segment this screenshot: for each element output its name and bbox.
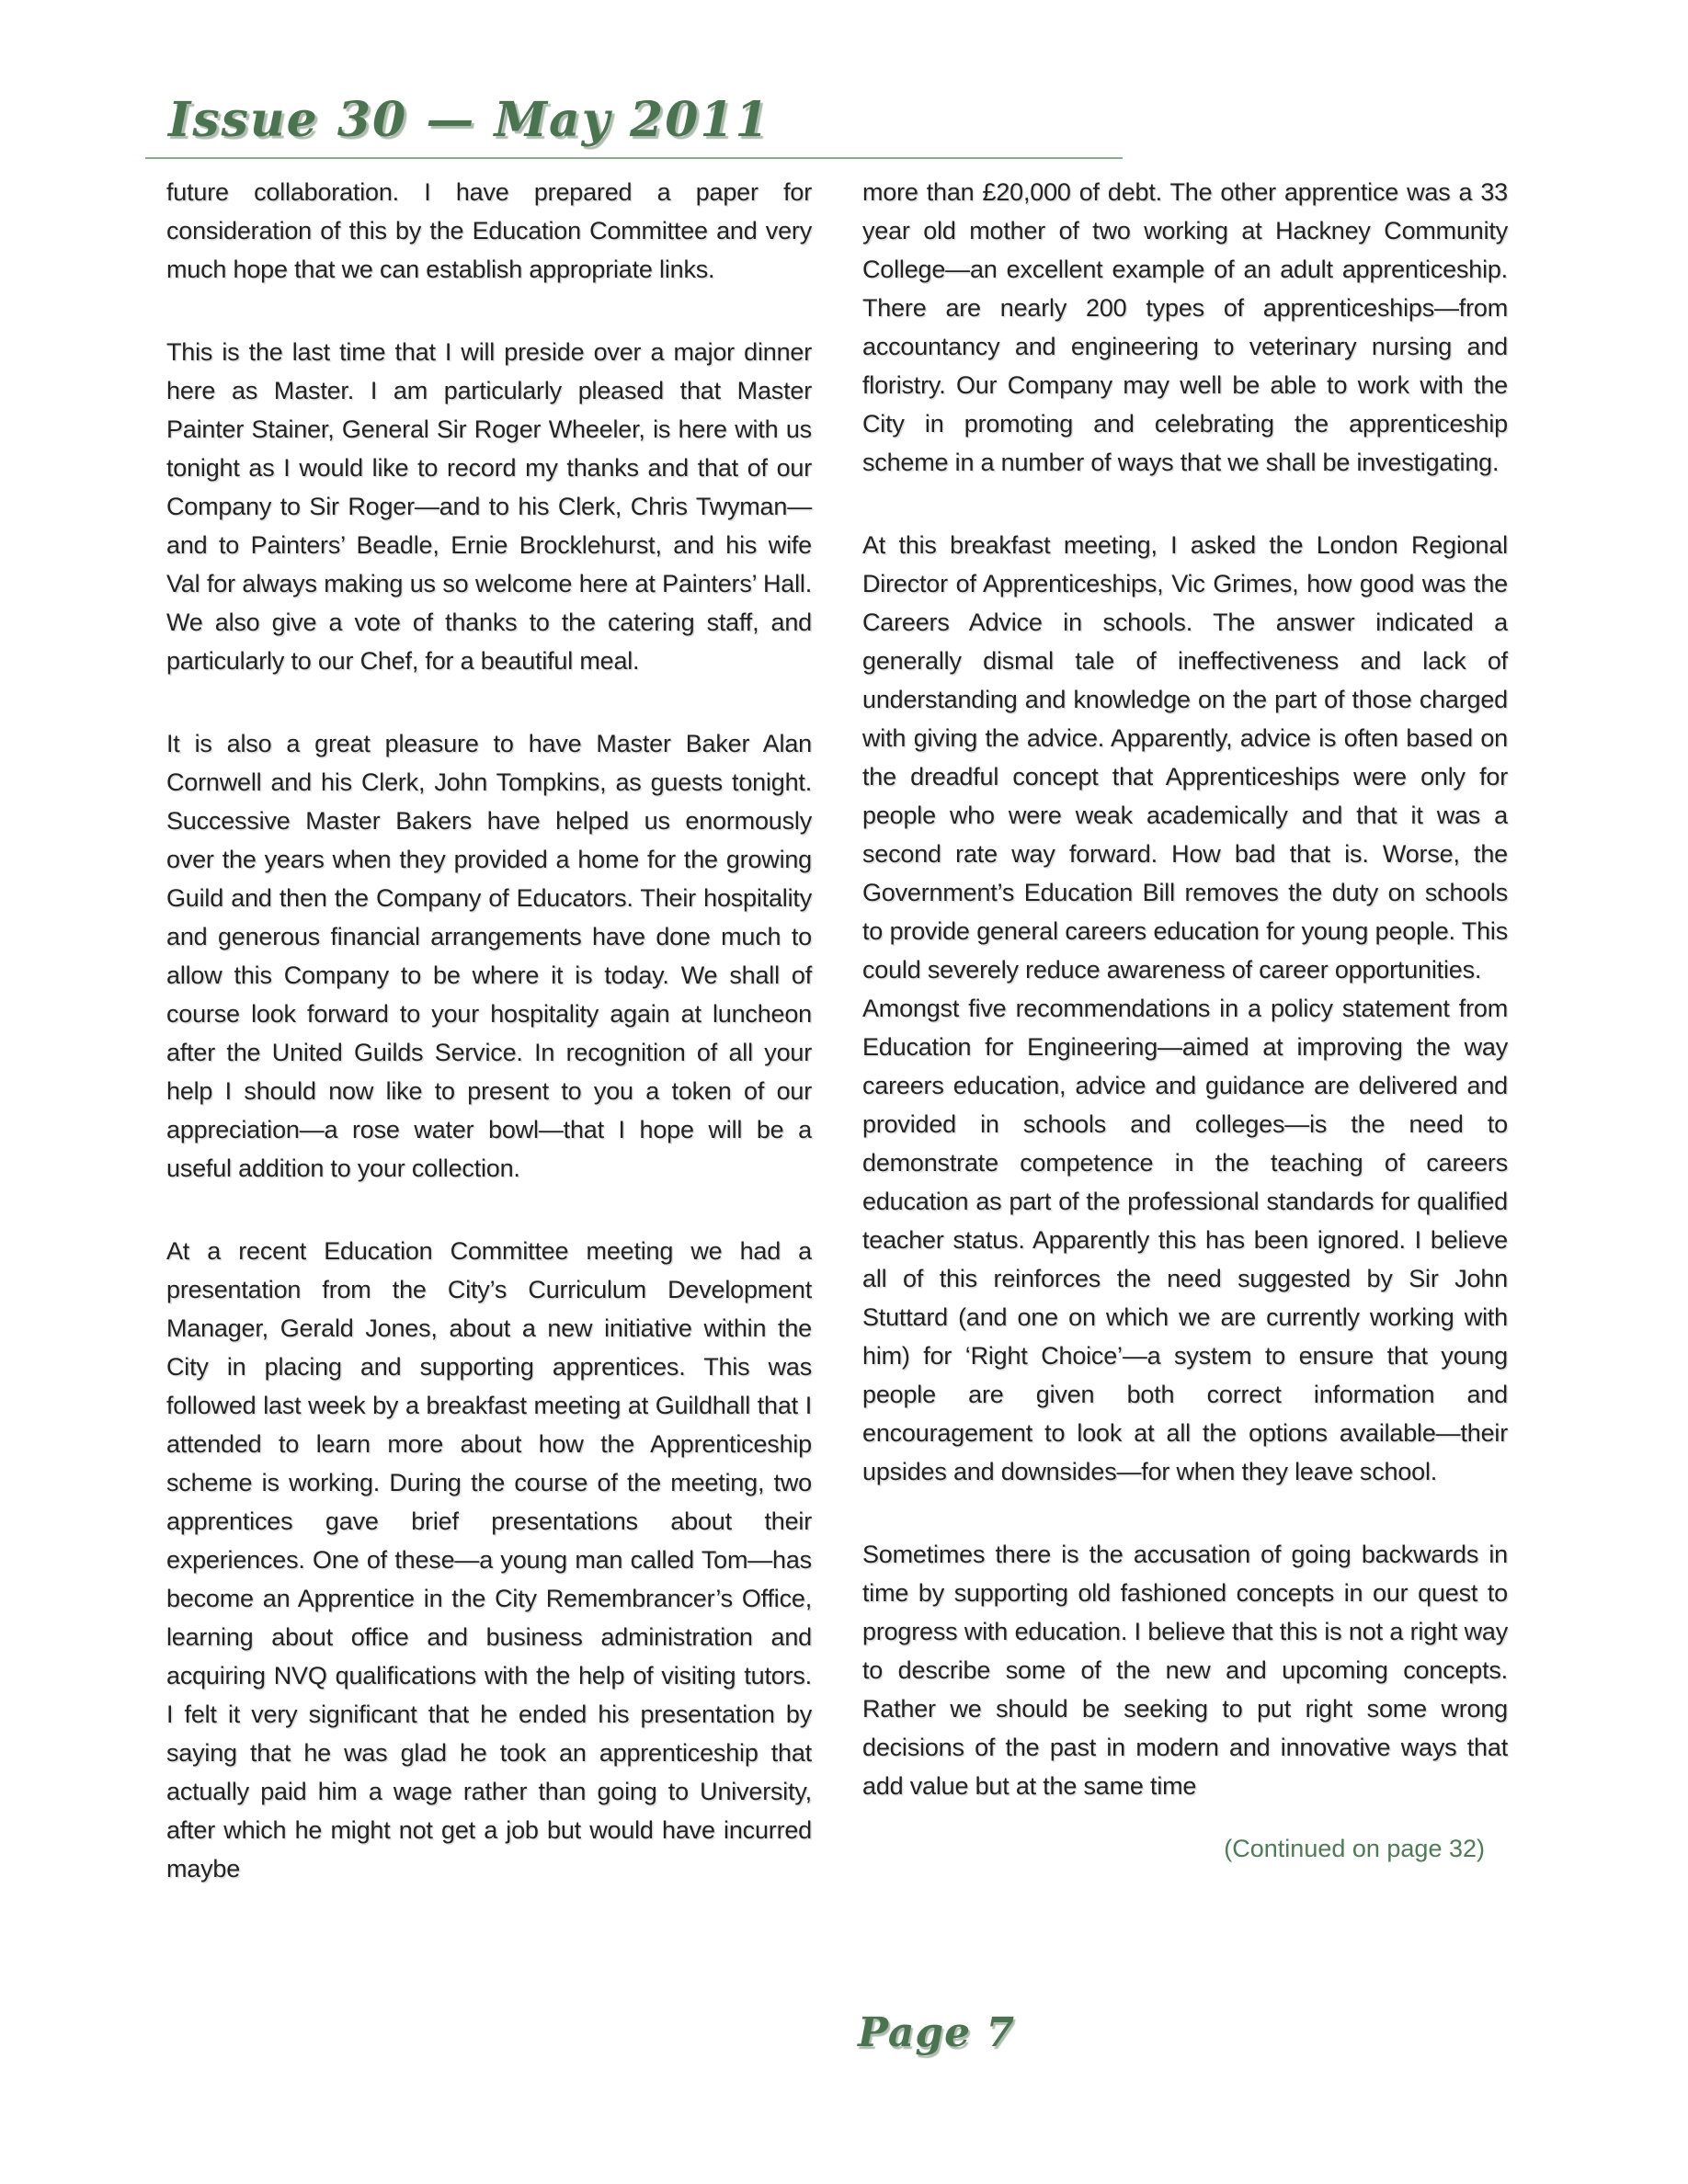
paragraph: Sometimes there is the accusation of going backwards in time by supporting old fashioned concepts in our quest to progress with education. I believe that this is not a right way to describe some of the new and upcoming concepts. Rather we should be seeking to put right some wrong decisions of the past in modern and innovative ways that add value but at the same time <box>862 1541 1508 1800</box>
paragraph: future collaboration. I have prepared a paper for consideration of this by the Education Committee and very much hope that we can establish appropriate links. <box>166 178 812 283</box>
issue-header-title: Issue 30 — May 2011 <box>168 92 770 148</box>
paragraph: Amongst five recommendations in a policy statement from Education for Engineering—aimed at improving the way careers education, advice and guidance are delivered and provided in schools and colleges—is the need to demonstrate competence in the teaching of careers education as part of the professional standards for qualified teacher status. Apparently this has been ignored. I believe all of this reinforces the need suggested by Sir John Stuttard (and one on which we are currently working with him) for ‘Right Choice’—a system to ensure that young people are given both correct information and encouragement to look at all the options available—their upsides and downsides—for when they leave school. <box>862 995 1508 1485</box>
column-right <box>862 173 1508 1868</box>
paragraph: more than £20,000 of debt. The other apprentice was a 33 year old mother of two working at Hackney Community College—an excellent example of an adult apprenticeship. There are nearly 200 types of apprenticeships—from accountancy and engineering to veterinary nursing and floristry. Our Company may well be able to work with the City in promoting and celebrating the apprenticeship scheme in a number of ways that we shall be investigating. <box>862 178 1508 476</box>
header-rule <box>145 157 1123 159</box>
paragraph: At this breakfast meeting, I asked the London Regional Director of Apprenticeships, Vic Grimes, how good was the Careers Advice in schools. The answer indicated a generally dismal tale of ineffectiveness and lack of understanding and knowledge on the part of those charged with giving the advice. Apparently, advice is often based on the dreadful concept that Apprenticeships were only for people who were weak academically and that it was a second rate way forward. How bad that is. Worse, the Government’s Education Bill removes the duty on schools to provide general careers education for young people. This could severely reduce awareness of career opportunities. <box>862 531 1508 984</box>
paragraph: It is also a great pleasure to have Master Baker Alan Cornwell and his Clerk, John Tompkins, as guests tonight. Successive Master Bakers have helped us enormously over the years when they provided a home for the growing Guild and then the Company of Educators. Their hospitality and generous financial arrangements have done much to allow this Company to be where it is today. We shall of course look forward to your hospitality again at luncheon after the United Guilds Service. In recognition of all your help I should now like to present to you a token of our appreciation—a rose water bowl—that I hope will be a useful addition to your collection. <box>166 730 812 1182</box>
paragraph: At a recent Education Committee meeting we had a presentation from the City’s Curriculum Development Manager, Gerald Jones, about a new initiative within the City in placing and supporting apprentices. This was followed last week by a breakfast meeting at Guildhall that I attended to learn more about how the Apprenticeship scheme is working. During the course of the meeting, two apprentices gave brief presentations about their experiences. One of these—a young man called Tom—has become an Apprentice in the City Remembrancer’s Office, learning about office and business administration and acquiring NVQ qualifications with the help of visiting tutors. I felt it very significant that he ended his presentation by saying that he was glad he took an apprenticeship that actually paid him a wage rather than going to University, after which he might not get a job but would have incurred maybe <box>166 1237 812 1883</box>
column-left <box>166 173 812 1888</box>
paragraph: This is the last time that I will preside over a major dinner here as Master. I am particularly pleased that Master Painter Stainer, General Sir Roger Wheeler, is here with us tonight as I would like to record my thanks and that of our Company to Sir Roger—and to his Clerk, Chris Twyman—and to Painters’ Beadle, Ernie Brocklehurst, and his wife Val for always making us so welcome here at Painters’ Hall. We also give a vote of thanks to the catering staff, and particularly to our Chef, for a beautiful meal. <box>166 338 812 675</box>
continued-note: (Continued on page 32) <box>1224 1835 1485 1862</box>
page-number: Page 7 <box>858 2009 1016 2056</box>
